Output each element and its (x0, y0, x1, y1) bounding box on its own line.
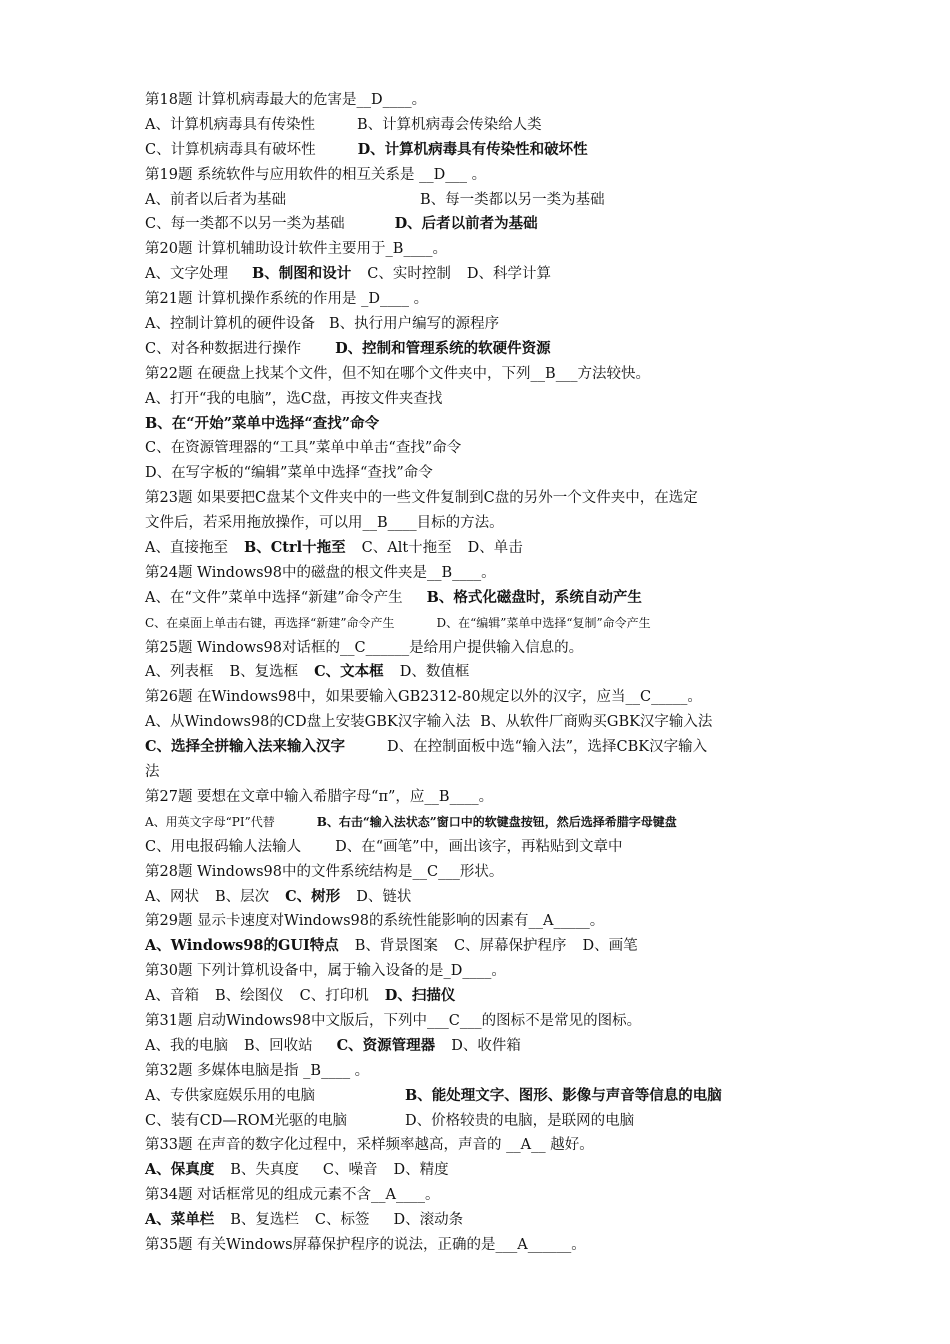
question-text: 第33题 在声音的数字化过程中，采样频率越高，声音的 __A__ 越好。 (145, 1137, 594, 1154)
option-text: C、打印机 (299, 988, 369, 1005)
option-line (145, 262, 810, 287)
question-text: 第22题 在硬盘上找某个文件，但不知在哪个文件夹中，下列__B___方法较快。 (145, 365, 650, 382)
option-text: B、背景图案 (354, 938, 438, 955)
answer-option: B、右击“输入法状态”窗口中的软键盘按钮，然后选择希腊字母键盘 (316, 814, 677, 829)
question-text: 第26题 在Windows98中，如果要输入GB2312-80规定以外的汉字，应当__C_____。 (145, 689, 702, 706)
option-line (145, 188, 810, 213)
option-text: 法 (145, 764, 160, 781)
option-line (145, 611, 810, 636)
answer-option: A、Windows98的GUI特点 (145, 937, 339, 955)
question-text: 第25题 Windows98对话框的__C______是给用户提供输入信息的。 (145, 639, 584, 656)
answer-option: C、资源管理器 (336, 1036, 436, 1054)
question-text: 第20题 计算机辅助设计软件主要用于_B____。 (145, 241, 447, 258)
option-line (145, 710, 810, 735)
option-text: D、科学计算 (466, 266, 551, 283)
question-text: 第28题 Windows98中的文件系统结构是__C___形状。 (145, 863, 504, 880)
question-text: 第29题 显示卡速度对Windows98的系统性能影响的因素有__A_____。 (145, 913, 605, 930)
option-text: A、控制计算机的硬件设备 (145, 316, 315, 333)
option-text: D、精度 (393, 1162, 449, 1179)
option-text: A、用英文字母“PI”代替 (145, 814, 275, 829)
option-text: D、链状 (356, 888, 412, 905)
option-text: C、Alt十拖至 (361, 540, 452, 557)
option-line (145, 835, 810, 860)
option-text: D、画笔 (582, 938, 638, 955)
question-line (145, 237, 810, 262)
option-text: D、在控制面板中选“输入法”，选择CBK汉字输入 (387, 739, 708, 756)
question-list (145, 88, 810, 1258)
option-text: B、层次 (214, 888, 270, 905)
option-line (145, 810, 810, 835)
question-line (145, 1059, 810, 1084)
option-text: D、收件箱 (451, 1037, 521, 1054)
question-line (145, 909, 810, 934)
option-text: B、计算机病毒会传染给人类 (356, 116, 542, 133)
option-line (145, 984, 810, 1009)
answer-option: D、扫描仪 (384, 987, 456, 1005)
question-text: 第30题 下列计算机设备中，属于输入设备的是_D____。 (145, 963, 506, 980)
option-text: C、在桌面上单击右键，再选择“新建”命令产生 (145, 615, 395, 630)
option-text: C、在资源管理器的“工具”菜单中单击“查找”命令 (145, 440, 462, 457)
question-line (145, 1233, 810, 1258)
option-text: A、在“文件”菜单中选择“新建”命令产生 (145, 589, 403, 606)
option-text: A、列表框 (145, 664, 214, 681)
option-line (145, 113, 810, 138)
option-line (145, 212, 810, 237)
option-text: C、对各种数据进行操作 (145, 340, 302, 357)
question-text: 第24题 Windows98中的磁盘的根文件夹是__B____。 (145, 564, 496, 581)
question-line (145, 685, 810, 710)
question-line (145, 785, 810, 810)
question-text: 第35题 有关Windows屏幕保护程序的说法，正确的是___A______。 (145, 1236, 586, 1253)
option-text: B、复选框 (229, 664, 299, 681)
option-text: C、噪音 (322, 1162, 378, 1179)
option-line (145, 1208, 810, 1233)
question-line (145, 1133, 810, 1158)
option-line (145, 1084, 810, 1109)
option-line (145, 312, 810, 337)
option-line (145, 436, 810, 461)
question-text: 第21题 计算机操作系统的作用是 _D____ 。 (145, 291, 429, 308)
option-line (145, 760, 810, 785)
option-text: B、执行用户编写的源程序 (328, 316, 500, 333)
option-line (145, 934, 810, 959)
option-text: A、我的电脑 (145, 1037, 228, 1054)
question-text: 第19题 系统软件与应用软件的相互关系是 __D___ 。 (145, 166, 487, 183)
question-line (145, 287, 810, 312)
question-line (145, 511, 810, 536)
option-text: B、绘图仪 (214, 988, 284, 1005)
question-line (145, 1183, 810, 1208)
question-text: 第32题 多媒体电脑是指 _B____ 。 (145, 1062, 370, 1079)
answer-option: D、计算机病毒具有传染性和破坏性 (357, 140, 588, 158)
option-text: A、专供家庭娱乐用的电脑 (145, 1087, 315, 1104)
answer-option: B、格式化磁盘时，系统自动产生 (426, 588, 642, 606)
answer-option: B、制图和设计 (251, 265, 352, 283)
option-line (145, 586, 810, 611)
option-line (145, 387, 810, 412)
option-text: A、从Windows98的CD盘上安装GBK汉字输入法 (145, 714, 471, 731)
option-text: C、计算机病毒具有破坏性 (145, 141, 316, 158)
answer-option: C、树形 (285, 887, 341, 905)
answer-option: B、能处理文字、图形、影像与声音等信息的电脑 (404, 1086, 722, 1104)
question-line (145, 636, 810, 661)
question-text: 第18题 计算机病毒最大的危害是__D____。 (145, 92, 427, 108)
answer-option: A、菜单栏 (145, 1211, 215, 1229)
option-text: B、每一类都以另一类为基础 (419, 191, 605, 208)
question-line (145, 486, 810, 511)
question-text: 第27题 要想在文章中输入希腊字母“π”，应__B____。 (145, 788, 494, 805)
question-text: 文件后，若采用拖放操作，可以用__B____目标的方法。 (145, 515, 504, 532)
option-line (145, 1034, 810, 1059)
option-text: D、单击 (467, 540, 523, 557)
option-text: A、计算机病毒具有传染性 (145, 116, 315, 133)
option-text: A、音箱 (145, 988, 199, 1005)
option-line (145, 536, 810, 561)
option-text: C、装有CD—ROM光驱的电脑 (145, 1112, 347, 1129)
answer-option: D、后者以前者为基础 (394, 215, 538, 233)
option-text: B、复选栏 (230, 1212, 299, 1229)
option-text: A、打开“我的电脑”，选C盘，再按文件夹查找 (145, 390, 443, 407)
option-line (145, 138, 810, 163)
option-text: C、标签 (314, 1212, 370, 1229)
answer-option: B、Ctrl十拖至 (243, 539, 346, 557)
question-line (145, 860, 810, 885)
question-line (145, 362, 810, 387)
option-text: D、在写字板的“编辑”菜单中选择“查找”命令 (145, 465, 433, 482)
option-line (145, 660, 810, 685)
option-line (145, 735, 810, 760)
question-line (145, 163, 810, 188)
option-line (145, 412, 810, 437)
answer-option: A、保真度 (145, 1161, 215, 1179)
question-text: 第31题 启动Windows98中文版后，下列中___C___的图标不是常见的图标。 (145, 1012, 642, 1029)
option-line (145, 461, 810, 486)
question-line (145, 88, 810, 113)
option-text: B、回收站 (243, 1037, 313, 1054)
option-text: D、数值框 (399, 664, 470, 681)
answer-option: C、文本框 (314, 663, 384, 681)
option-text: A、直接拖至 (145, 540, 228, 557)
option-line (145, 337, 810, 362)
question-text: 第23题 如果要把C盘某个文件夹中的一些文件复制到C盘的另外一个文件夹中，在选定 (145, 490, 698, 507)
option-text: C、屏幕保护程序 (453, 938, 567, 955)
option-text: C、用电报码输人法输人 (145, 838, 302, 855)
option-text: D、价格较贵的电脑，是联网的电脑 (404, 1112, 635, 1129)
question-line (145, 1009, 810, 1034)
answer-option: C、选择全拼输入法来输入汉字 (145, 738, 346, 756)
answer-option: D、控制和管理系统的软硬件资源 (335, 339, 551, 357)
option-line (145, 1109, 810, 1134)
option-text: B、从软件厂商购买GBK汉字输入法 (480, 714, 713, 731)
option-text: A、文字处理 (145, 266, 228, 283)
option-line (145, 885, 810, 910)
option-text: D、滚动条 (393, 1212, 464, 1229)
option-text: A、前者以后者为基础 (145, 191, 286, 208)
option-text: D、在“编辑”菜单中选择“复制”命令产生 (436, 615, 651, 630)
option-text: D、在“画笔”中，画出该字，再粘贴到文章中 (335, 838, 623, 855)
question-text: 第34题 对话框常见的组成元素不含__A____。 (145, 1187, 440, 1204)
option-text: B、失真度 (230, 1162, 299, 1179)
option-text: A、网状 (145, 888, 199, 905)
answer-option: B、在“开始”菜单中选择“查找”命令 (145, 414, 380, 432)
question-line (145, 959, 810, 984)
option-text: C、实时控制 (367, 266, 451, 283)
question-line (145, 561, 810, 586)
option-text: C、每一类都不以另一类为基础 (145, 216, 345, 233)
option-line (145, 1158, 810, 1183)
